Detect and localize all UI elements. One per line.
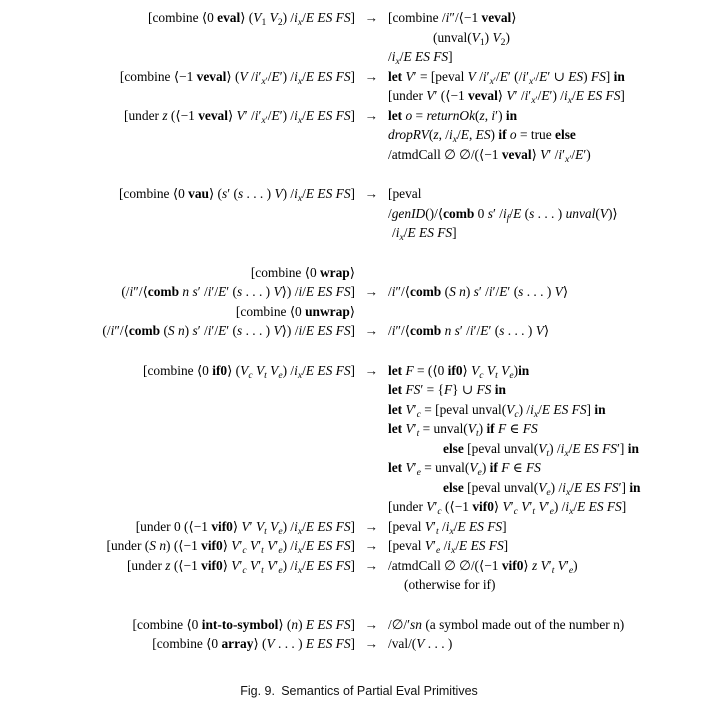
- rule-line: [0, 106, 718, 126]
- rewrite-arrow-icon: →: [364, 636, 379, 651]
- rewrite-arrow-icon: →: [364, 518, 379, 534]
- rule-lhs: [under z (⟨−1 vif0⟩ $V'_c$ $V'_t$ $V'_e$) $/i_x/E$ ES FS]: [126, 557, 355, 576]
- rule-line: [0, 361, 718, 381]
- rule-lhs: [combine ⟨0 unwrap⟩: [235, 303, 355, 319]
- rule-rhs: /∅/′sn (a symbol made out of the number n): [388, 616, 625, 632]
- rule-rhs: (otherwise for if): [404, 577, 496, 592]
- rule-rhs: [peval $V'_e$ $/i_x/E$ ES FS]: [388, 538, 509, 557]
- rule-rhs: /i″/⟨comb (S n) s′ /i′/E′ (s . . . ) V⟩: [388, 284, 569, 299]
- rule-lhs: [combine ⟨0 if0⟩ ($V_c$ $V_t$ $V_e$) $/i_x/E$ ES FS]: [143, 362, 355, 381]
- rule-line: [0, 556, 718, 576]
- rule-lhs: (/i″/⟨comb n s′ /i′/E′ (s . . . ) V⟩) /i/E ES FS]: [121, 284, 355, 299]
- rule-rhs: /val/(V . . . ): [388, 636, 453, 651]
- rule-rhs: else [peval $unval(V_t)$ $/i_x/E$ ES FS′] in: [443, 440, 639, 459]
- rule-rhs: let V′ = [peval V $/i'_{x'}/E'$ ($/i'_{x'}/E'$ ∪ ES) FS] in: [388, 68, 625, 87]
- rule-lhs: [combine ⟨−1 veval⟩ (V $/i'_{x'}/E'$) $/i_x/E$ ES FS]: [119, 68, 355, 87]
- rule-lhs: [under z (⟨−1 veval⟩ V′ $/i'_{x'}/E'$) $/i_x/E$ ES FS]: [124, 107, 355, 126]
- rule-line: [0, 8, 718, 28]
- rule-line: [0, 125, 718, 145]
- rule-line: [0, 184, 718, 204]
- rule-lhs: (/i″/⟨comb (S n) s′ /i′/E′ (s . . . ) V⟩) /i/E ES FS]: [102, 323, 355, 338]
- rewrite-arrow-icon: →: [364, 616, 379, 632]
- rule-rhs: let $V'_c$ = [peval $unval(V_c)$ $/i_x/E$ ES FS] in: [388, 401, 606, 420]
- rule-line: [0, 282, 718, 302]
- rule-line: [0, 223, 718, 243]
- rule-line: [0, 204, 718, 224]
- rule-line: [0, 458, 718, 478]
- rewrite-arrow-icon: →: [364, 538, 379, 553]
- rule-line: [0, 321, 718, 341]
- rewrite-rules: [0, 8, 718, 654]
- rule-line: [0, 634, 718, 654]
- rule-line: [0, 536, 718, 556]
- rewrite-arrow-icon: →: [364, 10, 379, 25]
- rule-line: [0, 497, 718, 517]
- rule-rhs: dropRV(z, $/i_x/E$, ES) if o = true else: [388, 127, 576, 146]
- rewrite-arrow-icon: →: [364, 323, 379, 338]
- figure-caption: Fig. 9. Semantics of Partial Eval Primitives: [240, 683, 478, 698]
- rule-line: [0, 145, 718, 165]
- rule-rhs: [under V′ (⟨−1 veval⟩ V′ $/i'_{x'}/E'$) $/i_x/E$ ES FS]: [388, 88, 625, 107]
- rule-rhs: [peval: [388, 186, 422, 201]
- rewrite-arrow-icon: →: [364, 284, 379, 299]
- rule-rhs: else [peval $unval(V_e)$ $/i_x/E$ ES FS′] in: [443, 479, 641, 498]
- rewrite-arrow-icon: →: [364, 107, 379, 123]
- rule-rhs: /genID()/⟨comb 0 s′ $/i_f/E$ (s . . . ) unval(V)⟩: [388, 205, 618, 224]
- rule-rhs: let F = (⟨0 if0⟩ $V_c$ $V_t$ $V_e)in$: [388, 362, 530, 381]
- rule-line: [0, 575, 718, 595]
- rule-rhs: let o = returnOk(z, i′) in: [388, 107, 518, 123]
- rule-line: [0, 615, 718, 635]
- rule-lhs: [combine ⟨0 array⟩ (V . . . ) E ES FS]: [152, 636, 355, 651]
- rule-line: [0, 517, 718, 537]
- rule-rhs: $/i_x/E$ ES FS]: [388, 49, 453, 68]
- rule-rhs: [combine /i″/⟨−1 veval⟩: [388, 10, 517, 25]
- rule-lhs: [combine ⟨0 eval⟩ ($V_1$ $V_2$) $/i_x/E$ ES FS]: [147, 10, 355, 29]
- rule-lhs: [under (S n) (⟨−1 vif0⟩ $V'_c$ $V'_t$ $V'_e$) $/i_x/E$ ES FS]: [106, 538, 355, 557]
- rule-rhs: /atmdCall ∅ ∅/(⟨−1 veval⟩ V′ $/i'_{x'}/E'$): [388, 146, 591, 165]
- rewrite-arrow-icon: →: [364, 362, 379, 378]
- rule-line: [0, 302, 718, 322]
- rule-line: [0, 263, 718, 283]
- rule-rhs: [peval $V'_t$ $/i_x/E$ ES FS]: [388, 518, 507, 537]
- rule-line: [0, 67, 718, 87]
- rule-line: [0, 28, 718, 48]
- rule-lhs: [combine ⟨0 wrap⟩: [250, 264, 355, 280]
- rule-lhs: [under 0 (⟨−1 vif0⟩ V′ $V_t$ $V_e$) $/i_x/E$ ES FS]: [135, 518, 355, 537]
- rule-line: [0, 400, 718, 420]
- rule-lhs: [combine ⟨0 int-to-symbol⟩ (n) E ES FS]: [132, 616, 355, 632]
- rule-line: [0, 86, 718, 106]
- rule-rhs: [under $V'_c$ (⟨−1 vif0⟩ $V'_c$ $V'_t$ $V'_e$) $/i_x/E$ ES FS]: [388, 499, 627, 518]
- rule-rhs: /atmdCall ∅ ∅/(⟨−1 vif0⟩ z $V'_t$ $V'_e$): [388, 557, 578, 576]
- rule-rhs: ($unval(V_1)$ $V_2$): [433, 29, 510, 48]
- rewrite-arrow-icon: →: [364, 68, 379, 84]
- rule-lhs: [combine ⟨0 vau⟩ (s′ (s . . . ) V) $/i_x/E$ ES FS]: [118, 186, 355, 205]
- rule-line: [0, 478, 718, 498]
- rewrite-arrow-icon: →: [364, 186, 379, 201]
- rule-line: [0, 419, 718, 439]
- rule-rhs: /i″/⟨comb n s′ /i′/E′ (s . . . ) V⟩: [388, 323, 550, 338]
- rule-rhs: let FS′ = {F} ∪ FS in: [388, 382, 506, 397]
- rule-line: [0, 380, 718, 400]
- rule-rhs: let $V'_t$ = $unval(V_t)$ if F ∈ FS: [388, 421, 538, 440]
- rewrite-arrow-icon: →: [364, 557, 379, 573]
- rule-line: [0, 439, 718, 459]
- rule-line: [0, 47, 718, 67]
- rule-rhs: $/i_x/E$ ES FS]: [392, 225, 457, 244]
- rule-rhs: let $V'_e$ = $unval(V_e)$ if F ∈ FS: [388, 460, 541, 479]
